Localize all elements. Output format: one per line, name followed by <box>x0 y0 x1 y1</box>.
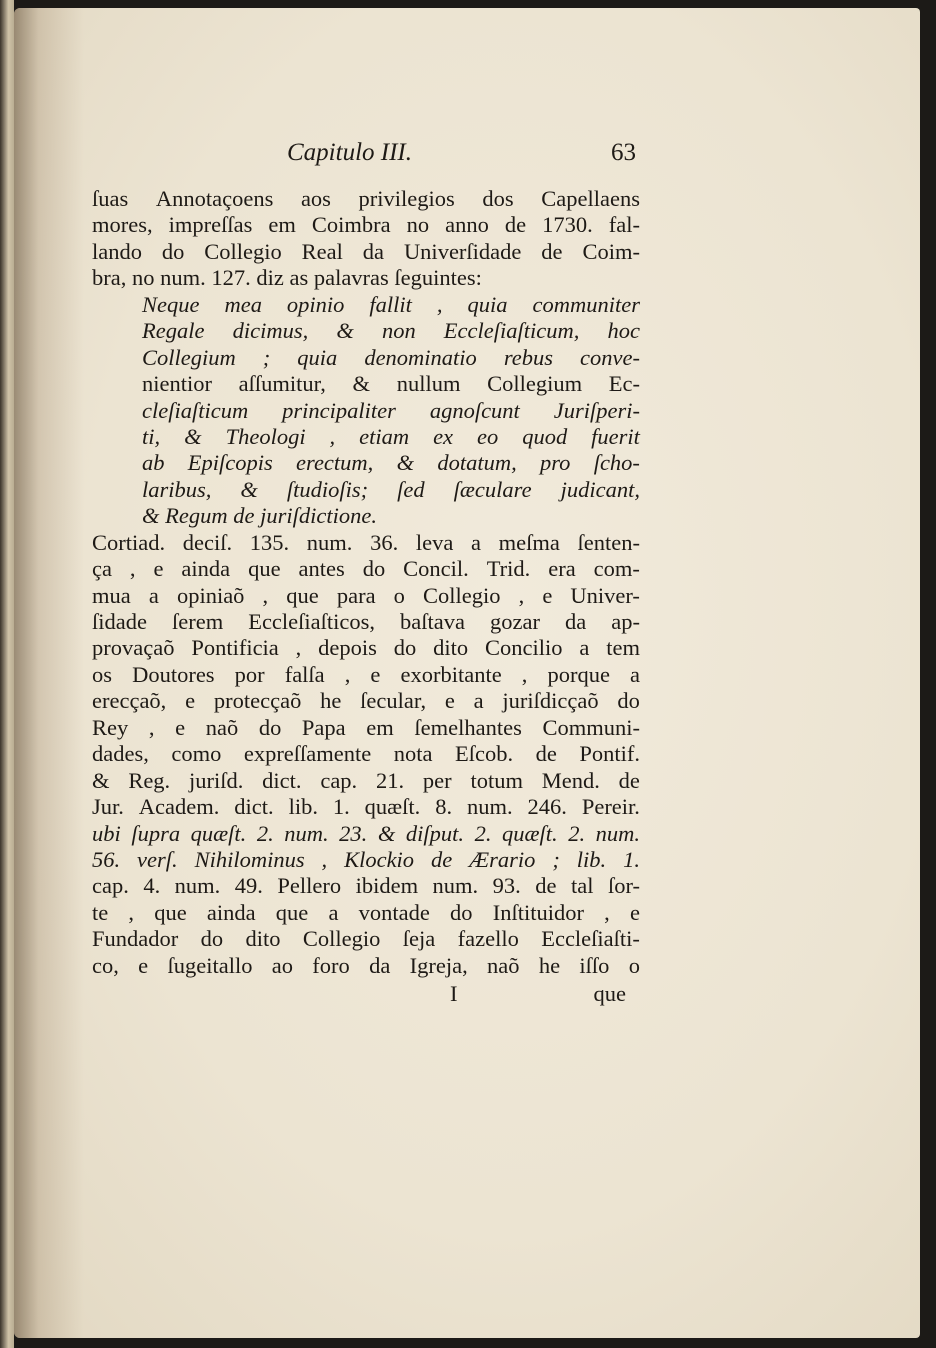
text-line: ubi ſupra quæſt. 2. num. 23. & diſput. 2. quæſt. 2. num. <box>92 820 640 846</box>
page-number: 63 <box>611 139 636 166</box>
text-line: 56. verſ. Nihilominus , Klockio de Ærario ; lib. 1. <box>92 846 640 872</box>
text-line: mua a opiniaõ , que para o Collegio , e Univer- <box>92 582 640 608</box>
text-line: nientior aſſumitur, & nullum Collegium Ec- <box>142 371 640 397</box>
text-line: co, e ſugeitallo ao foro da Igreja, naõ he iſſo o <box>92 952 640 978</box>
page-footer <box>92 981 640 1011</box>
text-line: dades, como expreſſamente nota Eſcob. de Pontif. <box>92 741 640 767</box>
text-line: ab Epiſcopis erectum, & dotatum, pro ſcho- <box>142 450 640 476</box>
page-header <box>92 140 640 186</box>
text-line: lando do Collegio Real da Univerſidade de Coim- <box>92 238 640 264</box>
text-line: ça , e ainda que antes do Concil. Trid. era com- <box>92 556 640 582</box>
catchword: que <box>593 981 626 1007</box>
text-line: Rey , e naõ do Papa em ſemelhantes Communi- <box>92 714 640 740</box>
text-line: Neque mea opinio fallit , quia communiter <box>142 291 640 317</box>
text-line: os Doutores por falſa , e exorbitante , porque a <box>92 661 640 687</box>
text-line: ſidade ſerem Eccleſiaſticos, baſtava gozar da ap- <box>92 609 640 634</box>
running-head: Capitulo III. <box>287 139 412 166</box>
text-line: te , que ainda que a vontade do Inſtituidor , e <box>92 899 640 925</box>
text-line: & Reg. juriſd. dict. cap. 21. per totum Mend. de <box>92 767 640 793</box>
text-line: mores, impreſſas em Coimbra no anno de 1730. fal- <box>92 212 640 238</box>
text-line: provaçaõ Pontificia , depois do dito Concilio a tem <box>92 635 640 661</box>
text-line: Collegium ; quia denominatio rebus conve- <box>142 344 640 370</box>
text-line: ti, & Theologi , etiam ex eo quod fuerit <box>142 423 640 449</box>
facing-page-edge <box>0 0 14 1348</box>
text-line: laribus, & ſtudioſis; ſed ſæculare judicant, <box>142 476 640 502</box>
text-line: cap. 4. num. 49. Pellero ibidem num. 93. de tal ſor- <box>92 873 640 899</box>
gutter-shadow <box>14 8 84 1338</box>
signature-mark: I <box>450 981 458 1007</box>
text-line: bra, no num. 127. diz as palavras ſeguintes: <box>92 265 482 291</box>
text-line: & Regum de juriſdictione. <box>142 503 377 529</box>
text-block <box>92 140 640 1011</box>
text-line: Cortiad. deciſ. 135. num. 36. leva a meſma ſenten- <box>92 529 640 555</box>
text-line: Fundador do dito Collegio ſeja fazello Eccleſiaſti- <box>92 926 640 952</box>
text-line: erecçaõ, e protecçaõ he ſecular, e a juriſdicçaõ do <box>92 688 640 714</box>
text-line: Regale dicimus, & non Eccleſiaſticum, hoc <box>142 318 640 344</box>
text-line: ſuas Annotaçoens aos privilegios dos Capellaens <box>92 186 640 211</box>
text-line: cleſiaſticum principaliter agnoſcunt Juriſperi- <box>142 397 640 423</box>
text-line: Jur. Academ. dict. lib. 1. quæſt. 8. num. 246. Pereir. <box>92 794 640 820</box>
body-text <box>92 186 640 979</box>
